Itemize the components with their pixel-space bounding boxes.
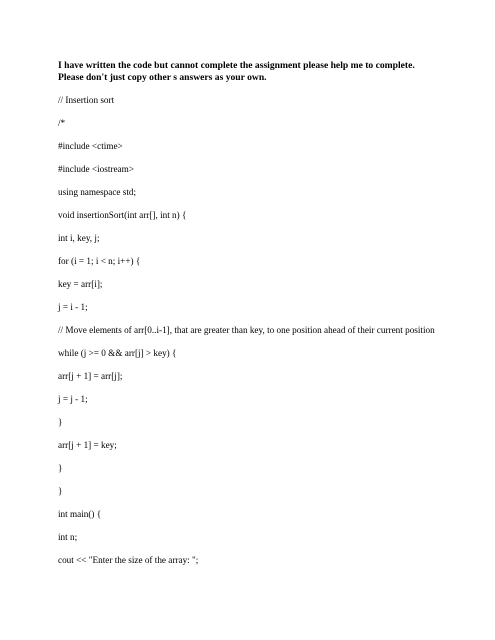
code-line: j = j - 1; <box>58 394 88 404</box>
code-line: arr[j + 1] = arr[j]; <box>58 371 123 381</box>
code-listing <box>58 95 438 567</box>
code-line: using namespace std; <box>58 187 137 197</box>
code-line: #include <iostream> <box>58 164 134 174</box>
question-heading-line-1: I have written the code but cannot complete the assignment please help me to complete. <box>58 60 415 71</box>
code-line: void insertionSort(int arr[], int n) { <box>58 210 187 220</box>
code-line: } <box>58 463 63 473</box>
code-line: } <box>58 417 63 427</box>
code-line: while (j >= 0 && arr[j] > key) { <box>58 348 177 358</box>
document-content <box>58 60 438 578</box>
code-line: } <box>58 486 63 496</box>
code-line: int n; <box>58 532 78 542</box>
code-line: /* <box>58 118 66 128</box>
code-line: #include <ctime> <box>58 141 123 151</box>
question-heading-line-2: Please don't just copy other s answers as your own. <box>58 72 267 83</box>
code-line: arr[j + 1] = key; <box>58 440 117 450</box>
code-line: int main() { <box>58 509 102 519</box>
code-line: int i, key, j; <box>58 233 100 243</box>
code-line: // Insertion sort <box>58 95 115 105</box>
code-line: j = i - 1; <box>58 302 88 312</box>
code-line: key = arr[i]; <box>58 279 103 289</box>
code-line: for (i = 1; i < n; i++) { <box>58 256 141 266</box>
code-line: cout << "Enter the size of the array: "; <box>58 555 199 565</box>
code-line: // Move elements of arr[0..i-1], that are greater than key, to one position ahead of their current position <box>58 325 435 335</box>
